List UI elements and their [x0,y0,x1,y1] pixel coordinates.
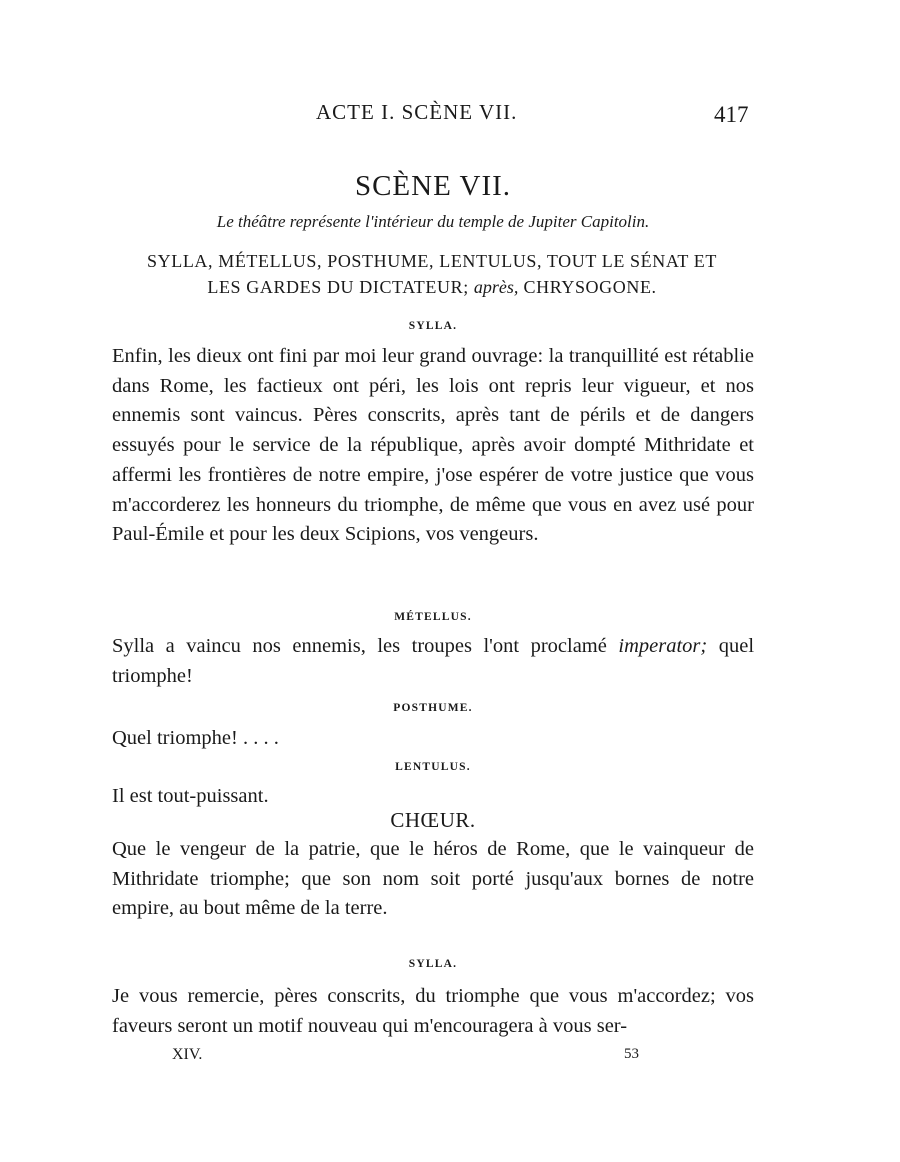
cast-line-2 [112,274,752,300]
page-number: 417 [714,102,749,127]
speech-metellus-italic: imperator; [618,635,708,657]
speech-metellus-start: Sylla a vaincu nos ennemis, les troupes l'ont proclamé [112,635,607,657]
cast-line-2-end: CHRYSOGONE. [523,277,657,297]
running-head: ACTE I. SCÈNE VII. [316,100,518,124]
cast-list [112,248,752,300]
speech-sylla-1: Enfin, les dieux ont fini par moi leur grand ouvrage: la tranquillité est rétablie dans Rome, les factieux ont péri, les lois ont repris leur vigueur, et nos ennemis sont vaincus. Pères conscrits, après tant de périls et de dangers essuyés pour le service de la république, après avoir dompté Mithridate et affermi les frontières de notre empire, j'ose espérer de votre justice que vous m'accorderez les honneurs du triomphe, de même que vous en avez usé pour Paul-Émile et pour les deux Scipions, vos vengeurs. [112,345,754,546]
volume-mark: XIV. [172,1046,203,1063]
cast-line-2-italic: après, [473,277,519,297]
speech-sylla-2: Je vous remercie, pères conscrits, du triomphe que vous m'accordez; vos faveurs seront un motif nouveau qui m'encouragera à vous ser- [112,985,754,1037]
cast-line-2-start: LES GARDES DU DICTATEUR; [207,277,469,297]
speaker-lentulus: LENTULUS. [395,761,471,773]
speech-posthume: Quel triomphe! . . . . [112,727,279,749]
speech-choeur: Que le vengeur de la patrie, que le héros de Rome, que le vainqueur de Mithridate triomphe; que son nom soit porté jusqu'aux bornes de notre empire, au bout même de la terre. [112,838,754,920]
scene-title: SCÈNE VII. [354,170,512,202]
signature-mark: 53 [624,1046,639,1062]
speaker-metellus: MÉTELLUS. [394,611,472,623]
speaker-sylla-1: SYLLA. [408,320,458,332]
speaker-sylla-2: SYLLA. [408,958,458,970]
cast-line-1: SYLLA, MÉTELLUS, POSTHUME, LENTULUS, TOUT LE SÉNAT ET [147,251,717,271]
stage-direction: Le théâtre représente l'intérieur du temple de Jupiter Capitolin. [216,212,650,231]
speaker-posthume: POSTHUME. [393,702,473,714]
speech-metellus-end: quel triomphe! [112,635,755,687]
speech-lentulus: Il est tout-puissant. [112,785,269,807]
speaker-choeur: CHŒUR. [390,808,476,832]
speech-metellus [112,632,754,691]
